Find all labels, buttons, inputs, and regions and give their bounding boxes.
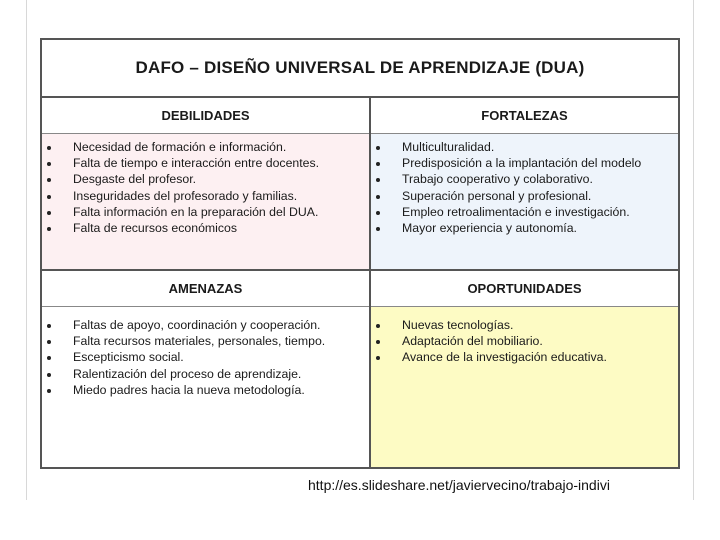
amenazas-list [46,317,365,398]
bullet-icon [47,211,51,215]
bullet-icon [47,356,51,360]
amenazas-header: AMENAZAS [42,271,369,307]
list-item: Faltas de apoyo, coordinación y cooperación. [46,317,365,333]
list-item: Falta de tiempo e interacción entre docentes. [46,155,365,171]
bullet-icon [47,146,51,150]
bullet-icon [47,195,51,199]
list-item: Nuevas tecnologías. [375,317,674,333]
column-divider [369,98,371,467]
list-item: Predisposición a la implantación del modelo [375,155,674,171]
bullet-icon [47,389,51,393]
oportunidades-cell [371,307,678,467]
bullet-icon [47,162,51,166]
bullet-icon [376,146,380,150]
list-item: Falta recursos materiales, personales, tiempo. [46,333,365,349]
dafo-title: DAFO – DISEÑO UNIVERSAL DE APRENDIZAJE (DUA) [42,40,678,98]
slide-frame-right-edge [693,0,694,500]
list-item: Ralentización del proceso de aprendizaje. [46,366,365,382]
list-item: Multiculturalidad. [375,139,674,155]
debilidades-cell [42,134,369,269]
bullet-icon [376,211,380,215]
bullet-icon [376,324,380,328]
debilidades-header: DEBILIDADES [42,98,369,134]
bullet-icon [376,162,380,166]
bullet-icon [47,178,51,182]
list-item: Escepticismo social. [46,349,365,365]
slide-frame-left-edge [26,0,27,500]
amenazas-cell [42,307,369,467]
list-item: Inseguridades del profesorado y familias. [46,188,365,204]
list-item: Falta de recursos económicos [46,220,365,236]
dafo-table [40,38,680,469]
fortalezas-header: FORTALEZAS [371,98,678,134]
bullet-icon [376,178,380,182]
list-item: Avance de la investigación educativa. [375,349,674,365]
list-item: Necesidad de formación e información. [46,139,365,155]
oportunidades-list [375,317,674,366]
bullet-icon [47,324,51,328]
oportunidades-header: OPORTUNIDADES [371,271,678,307]
source-url: http://es.slideshare.net/javiervecino/trabajo-indivi [308,477,610,493]
list-item: Falta información en la preparación del DUA. [46,204,365,220]
list-item: Superación personal y profesional. [375,188,674,204]
row-divider [42,269,678,271]
bullet-icon [376,227,380,231]
bullet-icon [376,195,380,199]
list-item: Trabajo cooperativo y colaborativo. [375,171,674,187]
bullet-icon [376,356,380,360]
list-item: Desgaste del profesor. [46,171,365,187]
list-item: Miedo padres hacia la nueva metodología. [46,382,365,398]
bullet-icon [376,340,380,344]
fortalezas-list [375,139,674,236]
bullet-icon [47,227,51,231]
debilidades-list [46,139,365,236]
bullet-icon [47,340,51,344]
fortalezas-cell [371,134,678,269]
list-item: Empleo retroalimentación e investigación. [375,204,674,220]
list-item: Adaptación del mobiliario. [375,333,674,349]
bullet-icon [47,373,51,377]
list-item: Mayor experiencia y autonomía. [375,220,674,236]
